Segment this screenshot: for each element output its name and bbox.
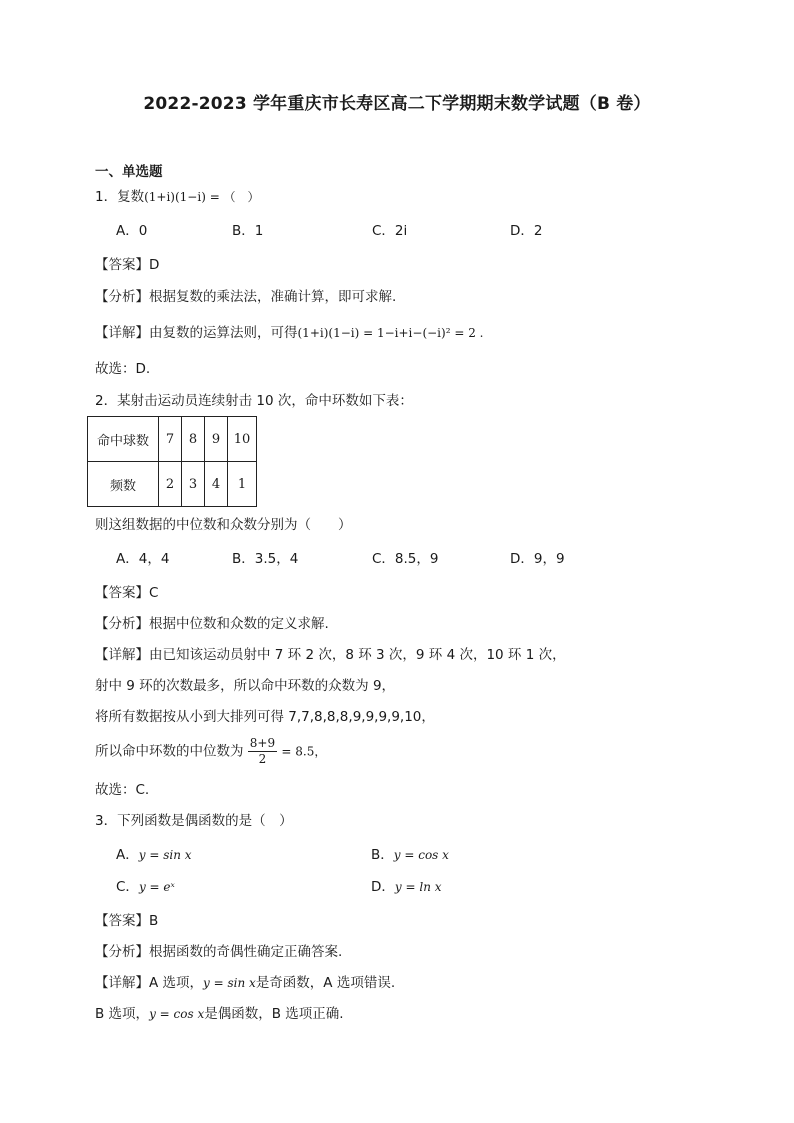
q3-option-a: [116, 846, 192, 864]
q3-detail-b-expr: y = cos x: [149, 1007, 205, 1021]
q3-detail-a-pre: A 选项，: [149, 975, 204, 991]
q2-detail-line-1: 由已知该运动员射中 7 环 2 次，8 环 3 次，9 环 4 次，10 环 1 次，: [149, 647, 566, 663]
q3-detail-a-post: 是奇函数，A 选项错误.: [255, 975, 396, 991]
table-cell: 2: [159, 462, 182, 507]
q1-detail: [95, 324, 483, 342]
q1-expression: (1+i)(1−i) = （ ）: [144, 190, 260, 204]
q1-option-a: A．0: [116, 223, 148, 239]
q2-detail-line-4-text: 所以命中环数的中位数为: [95, 743, 244, 760]
table-cell: 1: [228, 462, 257, 507]
q3-option-a-expr: y = sin x: [138, 848, 192, 862]
q2-option-d: D．9，9: [510, 551, 565, 567]
q3-option-c-expr: y = eˣ: [138, 880, 175, 894]
q1-analysis-text: 根据复数的乘法法，准确计算，即可求解.: [149, 289, 397, 305]
q2-choose: 故选：C.: [95, 782, 150, 798]
table-cell: 4: [205, 462, 228, 507]
q3-option-a-label: A．: [116, 847, 139, 863]
q2-median-value: = 8.5，: [281, 744, 327, 759]
q2-option-a: A．4，4: [116, 551, 170, 567]
q2-answer: 【答案】C: [95, 585, 159, 601]
analysis-tag: 【分析】: [95, 944, 149, 960]
q2-detail-line-4: [95, 736, 326, 767]
fraction-numerator: 8+9: [249, 736, 276, 750]
q1-analysis: [95, 288, 396, 306]
q2-detail-line-3: 将所有数据按从小到大排列可得 7,7,8,8,8,9,9,9,9,10，: [95, 709, 435, 725]
table-row: [88, 417, 257, 462]
q1-choose: 故选：D.: [95, 361, 151, 377]
q2-analysis-text: 根据中位数和众数的定义求解.: [149, 616, 329, 632]
section-heading: 一、单选题: [95, 164, 163, 180]
table-cell: 7: [159, 417, 182, 462]
q3-option-d-expr: y = ln x: [394, 880, 442, 894]
q1-option-b: B．1: [232, 223, 264, 239]
table-row: [88, 462, 257, 507]
q3-option-c-label: C．: [116, 879, 139, 895]
q1-answer: 【答案】D: [95, 257, 160, 273]
page-title: 2022-2023 学年重庆市长寿区高二下学期期末数学试题（B 卷）: [143, 94, 651, 114]
table-row-label: 频数: [88, 462, 159, 507]
q2-detail: [95, 646, 566, 664]
q3-option-c: [116, 878, 175, 896]
q3-answer: 【答案】B: [95, 913, 159, 929]
q1-stem-text: 1．复数: [95, 189, 145, 205]
q3-detail-b-pre: B 选项，: [95, 1006, 150, 1022]
q3-detail-b-post: 是偶函数，B 选项正确.: [204, 1006, 344, 1022]
detail-tag: 【详解】: [95, 647, 149, 663]
table-cell: 10: [228, 417, 257, 462]
q2-option-c: C．8.5，9: [372, 551, 439, 567]
detail-tag: 【详解】: [95, 325, 149, 341]
q2-stem: 2．某射击运动员连续射击 10 次，命中环数如下表：: [95, 393, 413, 409]
q1-detail-text: 由复数的运算法则，可得: [149, 325, 298, 341]
q1-option-d: D．2: [510, 223, 543, 239]
q3-option-d-label: D．: [371, 879, 395, 895]
q3-analysis: [95, 943, 342, 961]
table-cell: 9: [205, 417, 228, 462]
q3-option-b: [371, 846, 449, 864]
q3-detail-b: [95, 1005, 344, 1023]
frequency-table: [87, 416, 257, 507]
q3-detail: [95, 974, 395, 992]
table-cell: 3: [182, 462, 205, 507]
median-fraction: [248, 736, 277, 767]
table-row-label: 命中球数: [88, 417, 159, 462]
q3-option-b-expr: y = cos x: [393, 848, 449, 862]
fraction-denominator: 2: [258, 752, 267, 766]
q3-option-b-label: B．: [371, 847, 394, 863]
q2-detail-line-2: 射中 9 环的次数最多，所以命中环数的众数为 9，: [95, 678, 396, 694]
q3-detail-a-expr: y = sin x: [203, 976, 256, 990]
q1-detail-expression: (1+i)(1−i) = 1−i+i−(−i)² = 2 .: [297, 326, 484, 340]
analysis-tag: 【分析】: [95, 616, 149, 632]
q1-option-c: C．2i: [372, 223, 408, 239]
q3-stem: 3．下列函数是偶函数的是（ ）: [95, 813, 293, 829]
analysis-tag: 【分析】: [95, 289, 149, 305]
q1-stem: [95, 188, 260, 206]
detail-tag: 【详解】: [95, 975, 149, 991]
table-cell: 8: [182, 417, 205, 462]
q2-option-b: B．3.5，4: [232, 551, 299, 567]
q2-question: 则这组数据的中位数和众数分别为（ ）: [95, 517, 352, 533]
q2-analysis: [95, 615, 329, 633]
q3-option-d: [371, 878, 442, 896]
q3-analysis-text: 根据函数的奇偶性确定正确答案.: [149, 944, 343, 960]
